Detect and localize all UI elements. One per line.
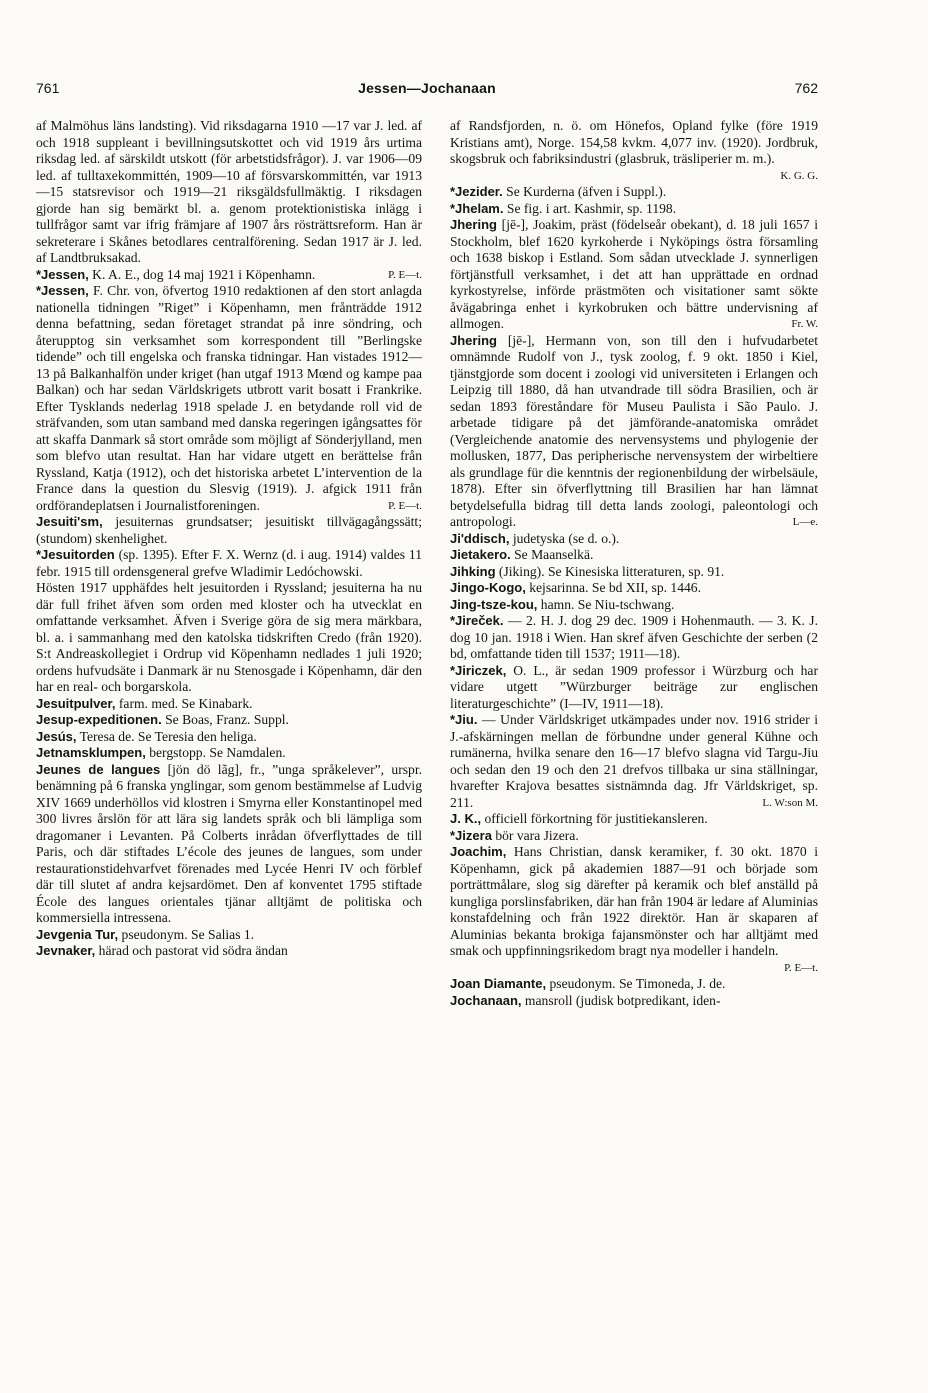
entry-text: hamn. Se Niu-tschwang. xyxy=(537,596,675,612)
dictionary-entry xyxy=(36,712,422,729)
author-signature: K. G. G. xyxy=(780,169,818,182)
dictionary-entry xyxy=(450,993,818,1010)
entry-headword: Jochanaan, xyxy=(450,992,522,1008)
page-number-left: 761 xyxy=(36,80,60,96)
dictionary-entry xyxy=(450,976,818,993)
dictionary-entry xyxy=(36,547,422,580)
entry-headword: Joan Diamante, xyxy=(450,976,547,991)
dictionary-entry xyxy=(450,564,818,581)
dictionary-entry xyxy=(36,118,422,267)
entry-text: K. A. E., dog 14 maj 1921 i Köpenhamn. xyxy=(88,266,316,282)
entry-headword: Jihking xyxy=(450,563,496,579)
author-signature: L—e. xyxy=(792,516,818,528)
entry-text: [jön dö lãg], fr., ”unga språkelever”, urspr. benämning på 6 franska ynglingar, som genom bestämmelse af Ludvig XIV 1669 underhöllos vid klostren i Smyrna eller Konstantinopel med 300 livres årslön för att lära sig landets språk och bli lämpliga som dragomaner i Levanten. På Colberts inrådan öfverflyttades de till Paris, och där stiftades L’école des jeunes de langues, som under restaurationstidehvarfvet förenades med Lycée Henri IV och förblef där till slutet af andra kejsardömet. Den af konventet 1795 stiftade École des langues orientales tjänar alltjämt de politiska och kommersiella intressena. xyxy=(36,761,422,925)
entry-text: farm. med. Se Kinabark. xyxy=(115,695,253,711)
dictionary-entry xyxy=(36,729,422,746)
entry-text: F. Chr. von, öfvertog 1910 redaktionen af den stort anlagda nationella tidningen ”Riget” i Köpenhamn, men frånträdde 1912 denna befattning, sedan företaget strandat på inre söndring, och återupptog sin verksamhet som korrespondent till ”Berlingske tidende” och till engelska och franska tidningar. Han vistades 1912—13 på Balkanhalfön under kriget (han utgaf 1913 Mœnd og kampe paa Balkan) och har sedan Världskrigets utbrott varit bosatt i Frankrike. Efter Tysklands nederlag 1918 spelade J. en betydande roll vid de sträfvanden, som utan samband med danska regeringen igångsattes för att skaffa Danmark så stort område som möjligt af Sönderjylland, men som blefvo utan resultat. Han har vidare utgett en berättelse från Ryssland, Katja (1912), och det historiska arbetet L’intervention de la France dans la question du Slesvig (1919). J. afgick 1911 från ordförandeplatsen i Journalistforeningen. xyxy=(36,283,422,513)
entry-text: Teresa de. Se Teresia den heliga. xyxy=(76,728,257,744)
author-signature: P. E—t. xyxy=(784,961,818,974)
dictionary-entry xyxy=(450,811,818,828)
entry-text: härad och pastorat vid södra ändan xyxy=(95,943,288,958)
dictionary-entry xyxy=(36,762,422,927)
entry-text: Hans Christian, dansk keramiker, f. 30 okt. 1870 i Köpenhamn, gick på akademien 1887—91 och började som porträttmålare, slog sig därefter på keramik och blef anställd på kungliga porslinsfabriken, där han från 1904 är ledare af Aluminias konstafdelning och från 1922 direktör. Han är skaparen af Aluminias bekanta brokiga fajansmönster och har alltjämt med smak och uppfinningsrikedom bragt nya modeller i handeln. xyxy=(450,844,818,958)
entry-text: Se Boas, Franz. Suppl. xyxy=(161,712,289,727)
entry-headword: *Jezider. xyxy=(450,184,503,199)
entry-headword: Jesuitpulver, xyxy=(36,695,116,711)
dictionary-entry xyxy=(36,927,422,944)
entry-text: af Malmöhus läns landsting). Vid riksdagarna 1910 —17 var J. led. af och 1918 suppleant i bevillningsutskottet och vid 1919 års urtima riksdag led. af särskildt utskott (för arbetstidsfrågor). J. var 1906—09 led. af tulltaxekommittén, 1909—10 af försvarskommittén, var 1913—15 statsrevisor och 1919—21 riksgäldsfullmäktig. I riksdagen gjorde han sig bemärkt bl. a. genom protektionistiska inlägg i tullfrågor samt var ifrig främjare af 1907 års rösträttsreform. Han är sekreterare i Skånes betodlares centralförening. Sedan 1917 är J. led. af Landtbruksakad. xyxy=(36,118,422,265)
dictionary-entry xyxy=(36,267,422,284)
entry-text: pseudonym. Se Timoneda, J. de. xyxy=(546,976,726,991)
dictionary-entry xyxy=(450,547,818,564)
dictionary-entry xyxy=(450,597,818,614)
entry-headword: Jhering xyxy=(450,217,497,232)
entry-headword: *Jiu. xyxy=(450,712,478,727)
entry-text: kejsarinna. Se bd XII, sp. 1446. xyxy=(525,580,702,595)
dictionary-entry xyxy=(36,745,422,762)
left-column xyxy=(36,118,422,960)
author-signature: Fr. W. xyxy=(791,318,818,330)
entry-headword: Jesuiti'sm, xyxy=(36,514,103,529)
entry-text: Se Maanselkä. xyxy=(510,547,594,562)
dictionary-entry xyxy=(450,613,818,663)
entry-text: (sp. 1395). Efter F. X. Wernz (d. i aug. 1914) valdes 11 febr. 1915 till ordensgeneral grefve Wladimir Ledóchowski. xyxy=(36,547,422,579)
entry-text: — 2. H. J. dog 29 dec. 1909 i Hohenmauth. — 3. K. J. dog 10 jan. 1918 i Wien. Han skref äfven Geschichte der serben (2 bd, omfattande tiden till 1537; 1911—18). xyxy=(450,613,818,661)
entry-text: officiell förkortning för justitiekansleren. xyxy=(481,811,708,826)
dictionary-entry xyxy=(36,514,422,547)
dictionary-entry xyxy=(450,217,818,333)
entry-text: Se Kurderna (äfven i Suppl.). xyxy=(502,184,667,199)
author-signature: P. E—t. xyxy=(388,499,422,512)
entry-headword: *Jesuitorden xyxy=(36,547,115,562)
entry-headword: *Jiriczek, xyxy=(450,662,507,678)
dictionary-entry xyxy=(36,943,422,960)
entry-headword: J. K., xyxy=(450,811,482,826)
entry-text: jesuiternas grundsatser; jesuitiskt tillvägagångssätt; (stundom) skenhelighet. xyxy=(36,514,422,546)
entry-text: [jē-], Joakim, präst (födelseår obekant), d. 18 juli 1657 i Stockholm, blef 1620 kyrkoherde i Nyköpings östra församling och 1638 biskop i Estland. Som sådan utvecklade J. synnerligen förtjänstfull verksamhet, i det att han upprättade en ordnad kyrkostyrelse, införde prästmöten och visitationer samt sökte åvägabringa enhet i kyrkobruken och bättre undervisning af allmogen. xyxy=(450,217,818,331)
entry-text: Se fig. i art. Kashmir, sp. 1198. xyxy=(503,200,677,216)
dictionary-entry xyxy=(450,828,818,845)
entry-headword: *Jizera xyxy=(450,827,492,843)
running-title: Jessen—Jochanaan xyxy=(358,80,496,96)
entry-headword: Jetnamsklumpen, xyxy=(36,745,146,760)
entry-text: bergstopp. Se Namdalen. xyxy=(145,745,286,760)
dictionary-entry xyxy=(450,118,818,184)
entry-headword: *Jhelam. xyxy=(450,200,504,216)
entry-headword: Jeunes de langues xyxy=(36,761,161,777)
dictionary-entry xyxy=(36,283,422,514)
entry-headword: Jingo-Kogo, xyxy=(450,580,526,595)
page-number-right: 762 xyxy=(794,80,818,96)
entry-text: bör vara Jizera. xyxy=(491,827,579,843)
dictionary-entry xyxy=(450,531,818,548)
author-signature: P. E—t. xyxy=(388,268,422,281)
author-signature: L. W:son M. xyxy=(762,796,818,809)
entry-text: pseudonym. Se Salias 1. xyxy=(118,926,255,942)
entry-headword: *Jessen, xyxy=(36,266,89,282)
dictionary-entry xyxy=(36,696,422,713)
entry-headword: Jietakero. xyxy=(450,547,511,562)
entry-text: [jē-], Hermann von, son till den i hufvudarbetet omnämnde Rudolf von J., tysk zoolog, f. 9 okt. 1850 i Kiel, tjänstgjorde som docent i zoologi vid universiteten i Erlangen och Leipzig till 1880, då han utvandrade till södra Brasilien, och är sedan 1893 föreståndare för Museu Paulista i São Paulo. J. arbetade tidigare på det jämförande-anatomiska området (Vergleichende anatomie des nervensystems und phylogenie der mollusken, 1877, Das peripherische nervensystem der wirbeltiere als grundlage für die kenntnis der regionenbildung der wirbelsäule, 1878). Efter sin öfverflyttning till Brasilien har han lämnat betydelsefulla bidrag till detta lands zoologi, paleontologi och antropologi. xyxy=(450,332,818,529)
dictionary-entry xyxy=(450,580,818,597)
entry-text: mansroll (judisk botpredikant, iden- xyxy=(521,992,721,1008)
dictionary-entry xyxy=(450,201,818,218)
right-column xyxy=(450,118,818,1009)
entry-headword: *Jessen, xyxy=(36,283,89,298)
entry-text: judetyska (se d. o.). xyxy=(509,530,620,546)
dictionary-entry xyxy=(450,184,818,201)
entry-headword: Jhering xyxy=(450,332,497,348)
entry-headword: Jevgenia Tur, xyxy=(36,926,119,942)
entry-headword: Jesup-expeditionen. xyxy=(36,712,162,727)
entry-text: (Jiking). Se Kinesiska litteraturen, sp. 91. xyxy=(495,563,725,579)
entry-headword: *Jireček. xyxy=(450,613,504,628)
entry-text: af Randsfjorden, n. ö. om Hönefos, Opland fylke (före 1919 Kristians amt), Norge. 154,58 kvkm. 4,077 inv. (1920). Jordbruk, skogsbruk och fabriksindustri (glasbruk, träsliperier m. m.). xyxy=(450,118,818,166)
dictionary-entry xyxy=(450,712,818,811)
entry-text: — Under Världskriget utkämpades under nov. 1916 strider i J.-afskärningen mellan de förbundne under general Kühne och rumänerna, hvilka senare den 16—17 blefvo slagna vid Targu-Jiu och sedan den 19 och den 21 drefvos tillbaka ur sina ställningar, hvarefter Krajova besattes sistnämnda dag. Jfr Världskriget, sp. 211. xyxy=(450,712,818,810)
page-header xyxy=(36,80,818,100)
entry-headword: Ji'ddisch, xyxy=(450,530,510,546)
entry-headword: Jevnaker, xyxy=(36,943,96,958)
dictionary-entry xyxy=(36,580,422,696)
dictionary-entry xyxy=(450,663,818,713)
dictionary-entry xyxy=(450,844,818,976)
dictionary-entry xyxy=(450,333,818,531)
entry-text: Hösten 1917 upphäfdes helt jesuitorden i Ryssland; jesuiterna ha nu där full frihet äfven som orden med kloster och ha utvecklat en omfattande verksamhet. Äfven i Sverige göra de sig mera märkbara, bl. a. i sammanhang med den katolska tidskriften Credo (från 1920). S:t Andreaskollegiet i Ordrup vid Köpenhamn nedlades 1 juli 1920; ordens hufvudsäte i Danmark är nu Stenosgade i Köpenhamn, där den har en real- och borgarskola. xyxy=(36,580,422,694)
entry-headword: Jing-tsze-kou, xyxy=(450,596,538,612)
entry-text: O. L., är sedan 1909 professor i Würzburg och har vidare utgett ”Würzburger beiträge zur englischen literaturgeschichte” (I—IV, 1911—18). xyxy=(450,662,818,711)
entry-headword: Joachim, xyxy=(450,844,507,859)
entry-headword: Jesús, xyxy=(36,728,77,744)
